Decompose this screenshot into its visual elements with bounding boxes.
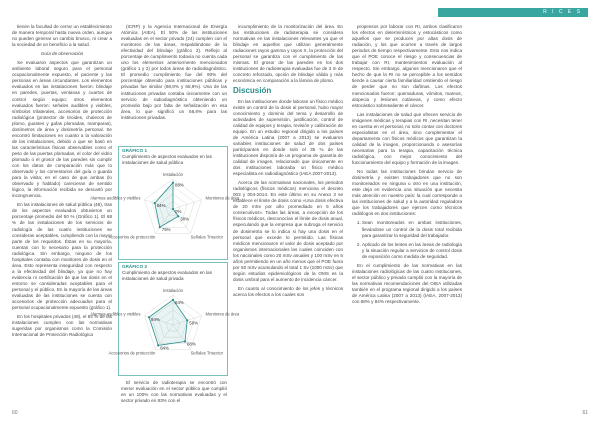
radar-value-label: 30% bbox=[180, 216, 190, 222]
radar-series bbox=[149, 300, 187, 346]
paragraph: En cuanto al conocimiento de los jefes y técnicos acerca los efectos a los cuales son bbox=[233, 285, 343, 297]
radar-value-label: 88% bbox=[175, 182, 184, 188]
column-1 bbox=[12, 24, 112, 341]
radar-point bbox=[172, 299, 174, 301]
paragraph: Las instalaciones de salud que ofrecen servicio de imágenes médicas y terapias con RI, necesitan tener en cuenta en el personal, no solo contar con doctores especialistas en el área, sino complementar el departamento con físicos médicos que garantizan la calidad de la imagen, proporcionando o asesorías necesarias para la terapia, capacitación técnica radiológica, con mejor conocimiento del funcionamiento del equipo y formación de la imagen. bbox=[352, 111, 462, 166]
list-item: 1. Sean monitoreados en ambas instituciones, llevándose un control de la dosis total recibida para garantizar la seguridad del trabajador. bbox=[362, 220, 462, 238]
chart-2 bbox=[90, 262, 240, 376]
radar-chart bbox=[90, 279, 240, 371]
radar-value-label: 75% bbox=[161, 227, 171, 233]
recommendation-list bbox=[352, 220, 462, 259]
paragraph: En las instituciones donde laboran un físico médico existe un control de la dosis al personal, hubo mayor conocimiento y dominio del tema y desarrollo de actividades de supervisión, justificación, control de calidad de equipos y terapia, revisión y calibración de equipo. En un estudio regional dirigido a los países de América Latina (2007 a 2013) se evaluaron variables instituciones de salud de dos países participantes en donde solo el 35 % de las instituciones disponía de un programa de garantía de calidad de imagen, relacionado que únicamente en dos instituciones laboraba un físico médico especialista en radiodiagnóstico (IAEA 2007-2013). bbox=[233, 98, 343, 177]
radar-value-label: 84% bbox=[160, 345, 169, 351]
radar-point bbox=[148, 316, 150, 318]
radar-point bbox=[172, 182, 174, 184]
chart-title: Cumplimiento de aspectos evaluados en las instalaciones de salud pública bbox=[122, 154, 212, 165]
paragraph: Se evaluaron aspectos que garantizan un ambiente laboral seguro para el personal ocupacionalmente expuesto, el paciente y las personas en áreas circundantes. Los elementos evaluados en las instalaciones fueron: blindaje en paredes, puertas, ventanas y cuartos de control según equipo; otros elementos evaluados fueron: señales audibles y visibles, símbolos trilaterales, accesorios de protección radiológica (protector de tiroides, chalecos de plomo, guantes y gafas plomadas, mamparas), dosímetros de área y dosimetría personal. Se encontró limitaciones en cuanto a la valoración de las instalaciones, debido a que se basó en las características físicas observables como el peso de las puertas plomadas, el color del vidrio plomado o el grosor de las paredes sin cumplir con los datos de comparación más que lo observado y los comentarios del guía o guarda para la visita; en el caso de que ambas (lo observado y hablado) carecieran de sentido lógico, la información recibida se descartó por incongruencia. bbox=[12, 60, 112, 199]
radar-point bbox=[154, 202, 156, 204]
radar-value-label: 50% bbox=[189, 320, 199, 326]
radar-axis-label: Alarmas audibles y visibles bbox=[90, 311, 141, 317]
list-item: 2. Aplicado de los lentes en las áreas de radiología y la situación regular a servicios de control dosis de exposición como medida de seguridad. bbox=[362, 242, 462, 260]
radar-axis-label: Monitores de área bbox=[205, 195, 240, 201]
radar-axis-label: Accesorios de protección bbox=[108, 350, 156, 356]
column-4 bbox=[352, 24, 462, 308]
radar-axis-label: Señales Trisector bbox=[190, 234, 223, 240]
radar-axis-label: Alarmas audibles y visibles bbox=[90, 195, 141, 201]
chart-source: GRÁFICO 2 bbox=[122, 264, 148, 269]
paragraph: tienen la facultad de cerrar un establecimiento de manera temporal hasta nueva orden, aunque no pueden generar un cambio brusco, ni crear a la sociedad de un beneficio a la salud. bbox=[12, 24, 112, 48]
radar-value-label: 84% bbox=[175, 299, 184, 305]
radar-point bbox=[172, 208, 174, 210]
column-2 bbox=[121, 24, 227, 124]
radar-chart bbox=[90, 163, 240, 255]
section-header-text: R I C E S bbox=[543, 9, 582, 15]
paragraph: incumplimiento de la monitorización del área. En las instituciones de radioterapia se considera normativas en las instalaciones relevantes ya que el blindaje en aquellos que utilizan generalmente radiaciones rayos gamma y rayos X, la protección del personal se garantiza con el cumplimiento de las mismas. El grosor de las paredes en los dos instituciones de radioterapia evaluadas fue de 3 m de concreto reforzado, opción de blindaje válida y más económica en comparación a la lámina de plomo. bbox=[233, 24, 343, 84]
paragraph: No todas las instituciones brindan servicio de dosimetría y existen trabajadores que no son monitoreados en ninguna u otro en una institución, este deja en evidencia una situación que necesita más atención en nuestro país: la cual corresponde a las instituciones de salud y a la autoridad reguladora que los trabajadores que ejercen como técnicos radiólogos en dos instituciones: bbox=[352, 169, 462, 217]
chart-source: GRÁFICO 1 bbox=[122, 148, 148, 153]
radar-point bbox=[186, 319, 188, 321]
chart-1 bbox=[90, 146, 240, 260]
paragraph: En los hospitales privados (48), el 84 % de las instalaciones cumplen con las normativas sugeridas por organismos como la Comisión Internacional de Protección Radiológica bbox=[12, 314, 112, 338]
column-3-text bbox=[233, 24, 343, 301]
radar-axis-label: Señales Trisector bbox=[190, 350, 223, 356]
radar-point bbox=[184, 340, 186, 342]
radar-point bbox=[177, 215, 179, 217]
radar-axis-label: Accesorios de protección bbox=[108, 234, 156, 240]
radar-axis-label: Monitores de área bbox=[205, 311, 240, 317]
chart-title: Cumplimiento de aspectos evaluados en las instalaciones de salud privada bbox=[122, 270, 212, 281]
radar-value-label: 68% bbox=[186, 341, 196, 347]
paragraph: Acerca de las normativas nacionales, los periodos radiológicos (físicos médicos) menciona el decreto 003 y 004-2014. En este último en su Anexo 3 se establece el límite de dosis como «Una dosis efectiva de 20 mSv por año promediado en 5 años consecutivos». Todas las áreas, a excepción de los físicos médicos, desconocían el límite de dosis anual, especulando que la empresa que subroga el servicio de dosimetría se lo indica si hay una dosis en el personal que excede lo permitido. Las físicas médicos mencionaron el valor de dosis aceptado por organismos internacionales las cuales coinciden con los nacionales como 20 mSv anuales y 100 mSv en 5 años permitiendo en un año menos que el POE fuera por 50 mSv acumulando el total 1 Sv (1000 mSv) que según estudios epidemiológicos de la OMS es la dosis umbral para el aumento de incidencia cáncer. bbox=[233, 180, 343, 282]
discussion-heading: Discusión bbox=[233, 86, 272, 96]
paragraph: propensos por laborar con RI, ambos clasificaron los efectos en determinísticos y estocásticos como aquellos que se producen por altas dosis de radiación, y los que ocurren a través de largos periodos de tiempo respectivamente. Esto nos indica que el POE conoce el riesgo y consecuencias de trabajar con RI, mantenimientos evaluación al respecto. Sin embargo, algunos mencionaron que el hecho de que la RI no se percepible a los sentidos tiende a causar cierta familiaridad omitiendo el riesgo de perder que no son dañinas. Los efectos mencionados fueron: quemaduras, vómitos, mareos, alopecia y lesiones cutáneas, y como efecto estocástico sobresaliente el cáncer. bbox=[352, 24, 462, 108]
radar-axis-label: Instalación bbox=[162, 172, 184, 177]
page-number-right: 61 bbox=[582, 410, 588, 416]
paragraph: En el cumplimiento de las normativas en las instalaciones radiológicas de las cuatro instituciones, el sector público y privado cumplió con la mayoría de las normativas recomendaciones del OIEA utilizadas también en el programa regional dirigido a los países de América Latina (2007 a 2013) (IAEA, 2007-2013) con 68% y 84% respectivamente. bbox=[352, 262, 462, 305]
paragraph: El servicio de radioterapia se encontró con menor evaluación en el sector público que cumplió en un 100% con las normativas evaluadas y el sector privado en 83% con el bbox=[121, 380, 227, 404]
radar-value-label: 64% bbox=[156, 203, 166, 209]
section-header-band bbox=[438, 8, 588, 17]
subheading-observation-guide: Guía de observación bbox=[40, 51, 84, 57]
radar-point bbox=[159, 226, 161, 228]
paragraph: (ICRP) y la Agencia Internacional de Energía Atómica (AIEA). El 50% de las instituciones evaluadas en el sector privado (24) cumplen con el monitoreo de las áreas, respaldándose de la efectividad del blindaje (gráfico 2). Reflejo al porcentaje de cumplimiento todavía no cuenta cada uno los elementos anteriormente mencionados (gráfico 1 y 2) por todos áreas de radiodiagnóstico. El promedio cumplimiento fue del 90% del porcentaje obtenido para instituciones públicas y privadas fue similar (68,8% y 68,9%). Una de las instituciones privadas contaba únicamente con un servicio de radiodiagnóstico obteniendo un promedio bajo por falta de señalización en esa área, lo que significó un 68,8% para las instituciones privadas. bbox=[121, 24, 227, 120]
radar-point bbox=[157, 344, 159, 346]
radar-axis-label: Instalación bbox=[162, 288, 184, 293]
paragraph: En las instalaciones de salud pública (48), tras de los aspectos evaluados obtuvieron un porcentaje promedio del 50 % (Gráfico 1). El 68 % de las instalaciones de los servicios de radiología de las cuatro instituciones se consideran aceptables, cumpliendo con la mayor parte de los requisitos. Éstas en su mayoría, cuentan con lo necesario para la protección radiológica. Sin embargo, ninguno de los hospitales contaba con monitores de dosis en el área. Esto representa inseguridad con respecto a la efectividad del blindaje, ya que no hay evidencia ni certificación de que las dosis en el entorno se consideradas aceptables para el personal y el público. En la mayoría de las áreas evaluadas de las instituciones se cuenta con accesorios de protección adecuados para el personal ocupacionalmente expuesto (gráfico 1). bbox=[12, 202, 112, 311]
radar-value-label: 84% bbox=[151, 317, 160, 323]
column-2-bottom bbox=[121, 380, 227, 407]
radar-value-label: 0% bbox=[175, 209, 182, 214]
page-number-left: 60 bbox=[12, 410, 18, 416]
